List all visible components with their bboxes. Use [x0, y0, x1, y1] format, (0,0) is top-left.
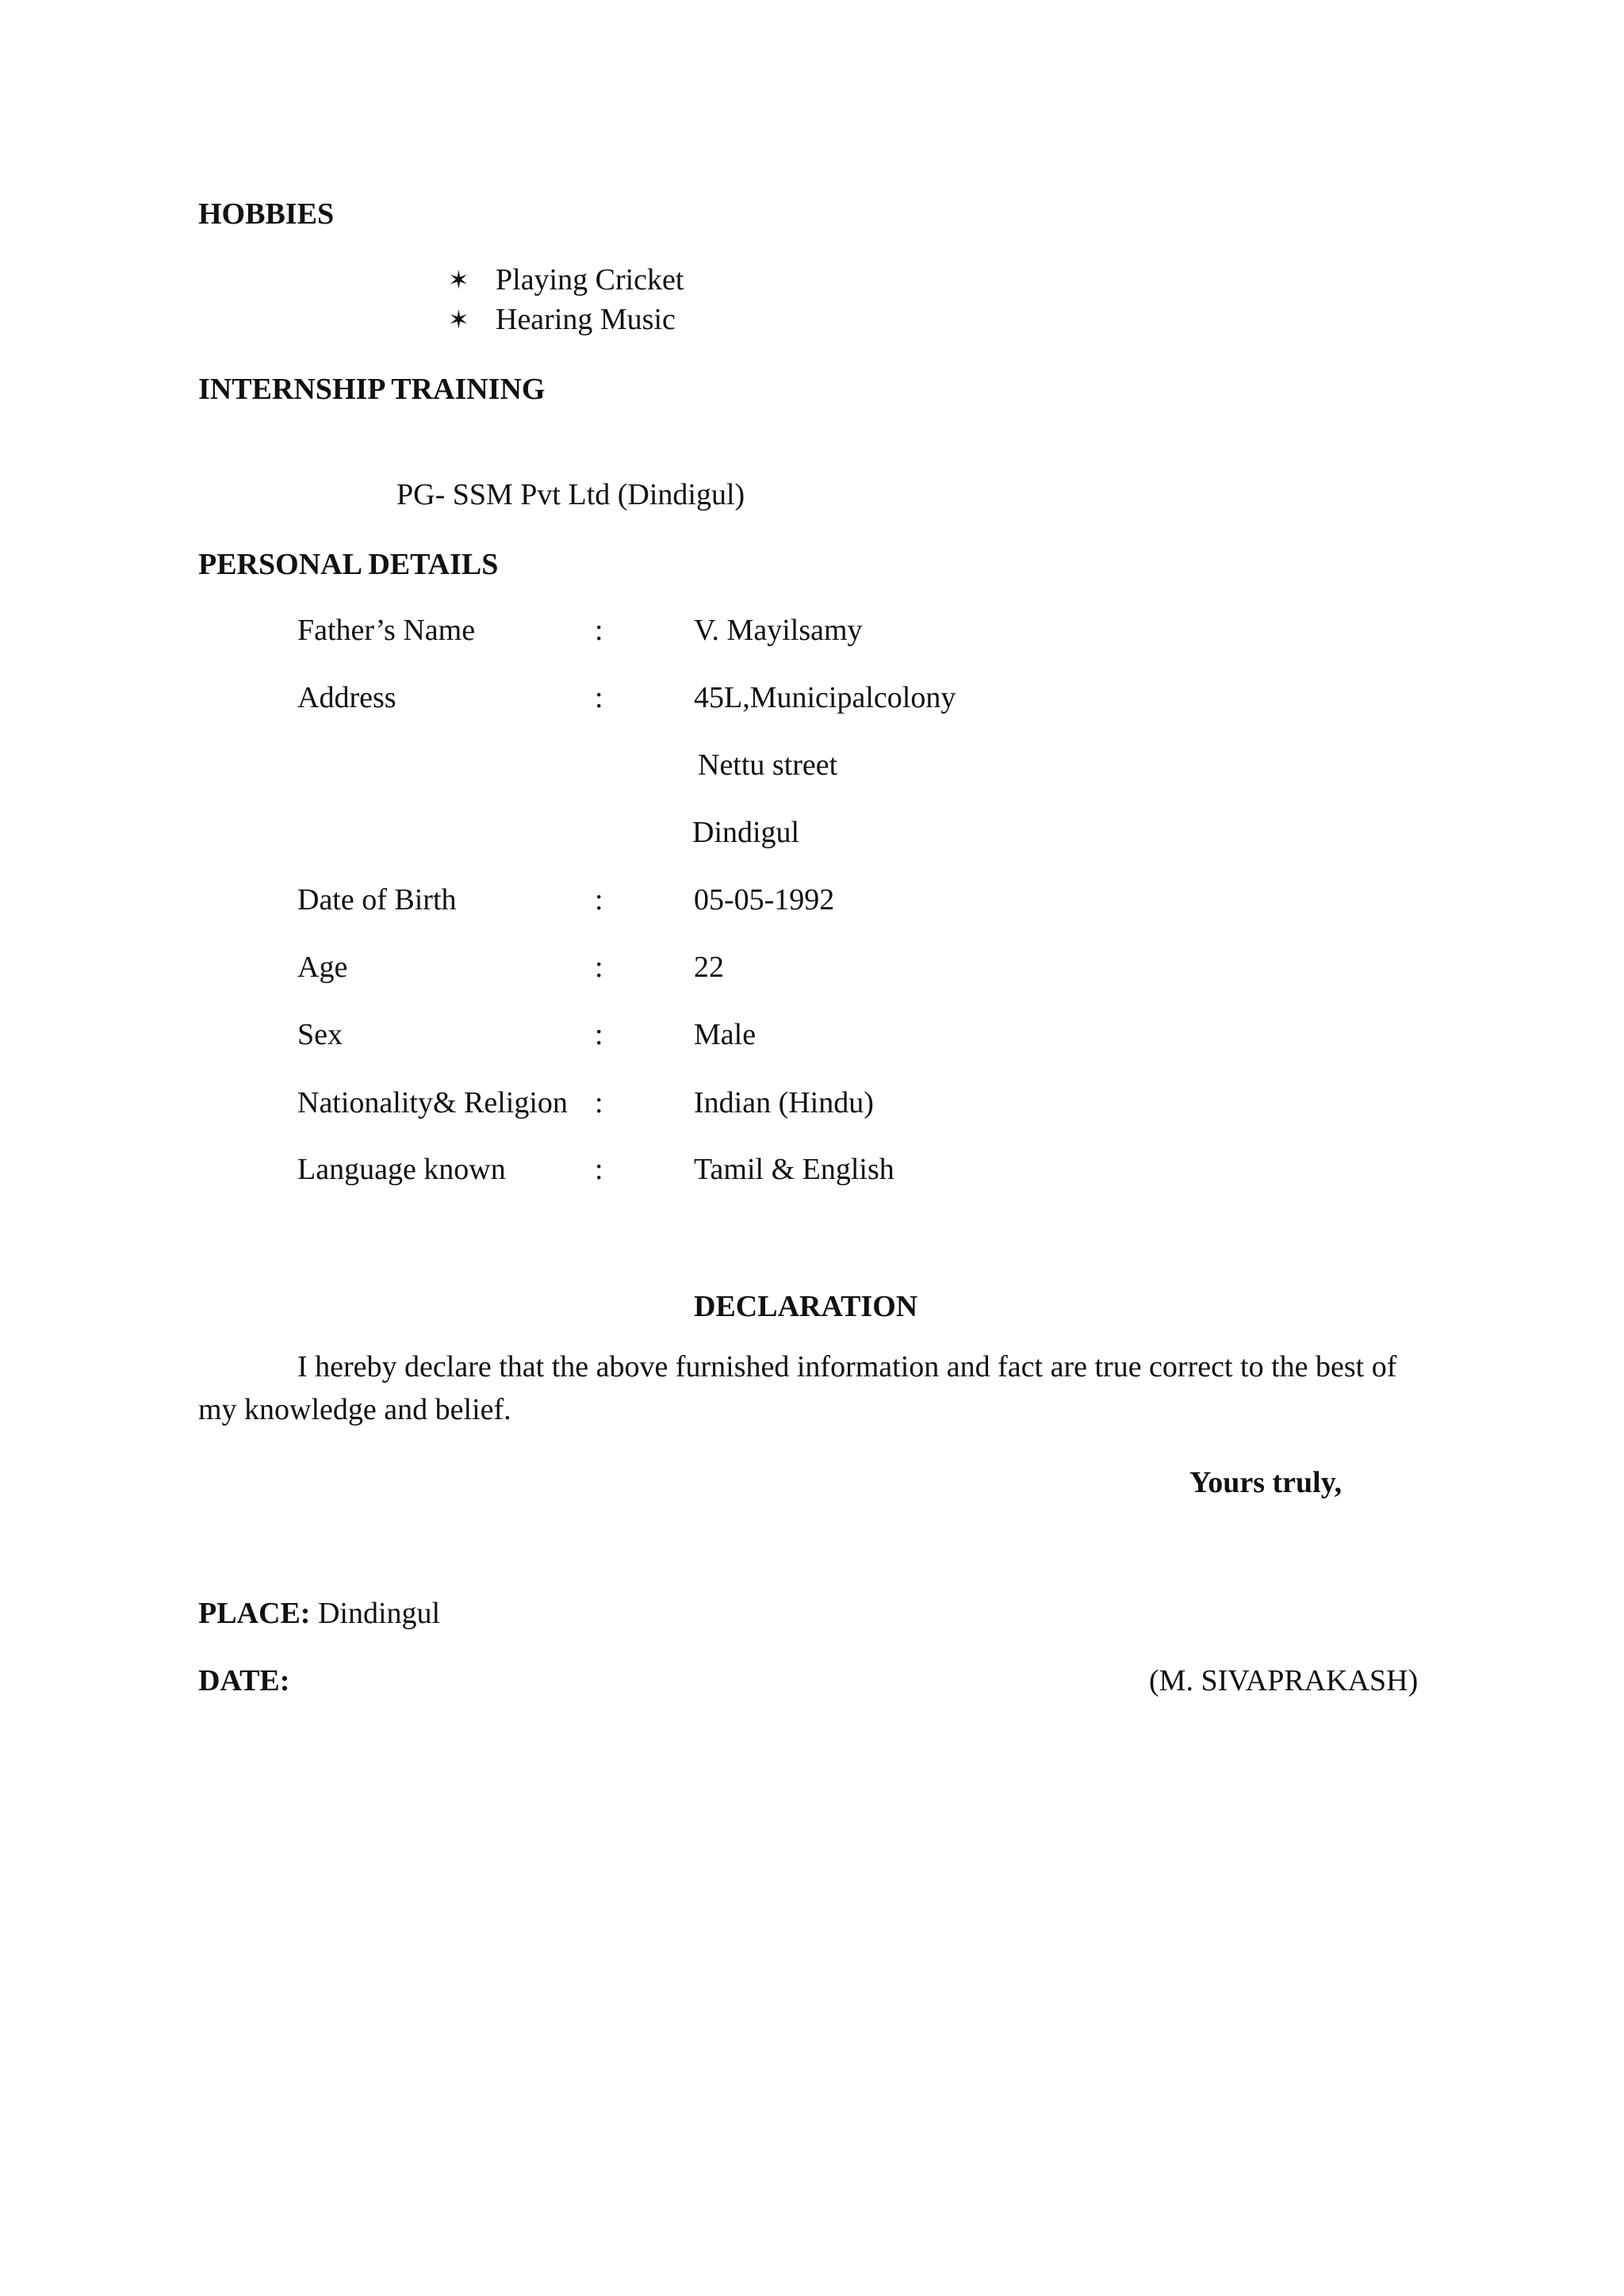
- detail-separator: :: [595, 1018, 603, 1051]
- personal-details-heading: PERSONAL DETAILS: [198, 548, 499, 581]
- detail-value-fathers-name: V. Mayilsamy: [694, 614, 863, 647]
- detail-value-age: 22: [694, 951, 724, 984]
- date-label: DATE:: [198, 1664, 290, 1697]
- internship-entry: PG- SSM Pvt Ltd (Dindigul): [396, 478, 745, 511]
- detail-value-nationality-religion: Indian (Hindu): [694, 1086, 874, 1119]
- place-value: Dindingul: [310, 1597, 441, 1630]
- detail-separator: :: [595, 1086, 603, 1119]
- hobby-item: Playing Cricket: [496, 263, 684, 297]
- hobby-item: Hearing Music: [496, 303, 676, 336]
- detail-label-nationality-religion: Nationality& Religion: [297, 1086, 568, 1119]
- detail-separator: :: [595, 883, 603, 916]
- detail-label-age: Age: [297, 951, 348, 984]
- detail-label-date-of-birth: Date of Birth: [297, 883, 457, 916]
- hobbies-heading: HOBBIES: [198, 197, 335, 231]
- detail-label-fathers-name: Father’s Name: [297, 614, 476, 647]
- detail-label-sex: Sex: [297, 1018, 343, 1051]
- detail-value-language-known: Tamil & English: [694, 1153, 894, 1186]
- place-label: PLACE:: [198, 1597, 311, 1630]
- detail-separator: :: [595, 614, 603, 647]
- detail-separator: :: [595, 681, 603, 714]
- closing-yours-truly: Yours truly,: [1189, 1466, 1342, 1499]
- detail-label-language-known: Language known: [297, 1153, 506, 1186]
- detail-value-date-of-birth: 05-05-1992: [694, 883, 835, 916]
- detail-value-address-line2: Nettu street: [698, 748, 838, 782]
- detail-separator: :: [595, 1153, 603, 1186]
- declaration-text: I hereby declare that the above furnished information and fact are true correct to the best of my knowledge and belief.: [198, 1350, 1397, 1426]
- detail-value-sex: Male: [694, 1018, 756, 1051]
- detail-value-address-line3: Dindigul: [692, 816, 800, 849]
- declaration-heading: DECLARATION: [694, 1290, 918, 1323]
- place-line: [198, 1596, 440, 1631]
- signature-name: (M. SIVAPRAKASH): [1149, 1664, 1419, 1697]
- internship-heading: INTERNSHIP TRAINING: [198, 373, 546, 406]
- detail-label-address: Address: [297, 681, 396, 714]
- star-bullet-icon: ✶: [448, 266, 469, 294]
- star-bullet-icon: ✶: [448, 305, 469, 334]
- detail-value-address-line1: 45L,Municipalcolony: [694, 681, 956, 714]
- detail-separator: :: [595, 951, 603, 984]
